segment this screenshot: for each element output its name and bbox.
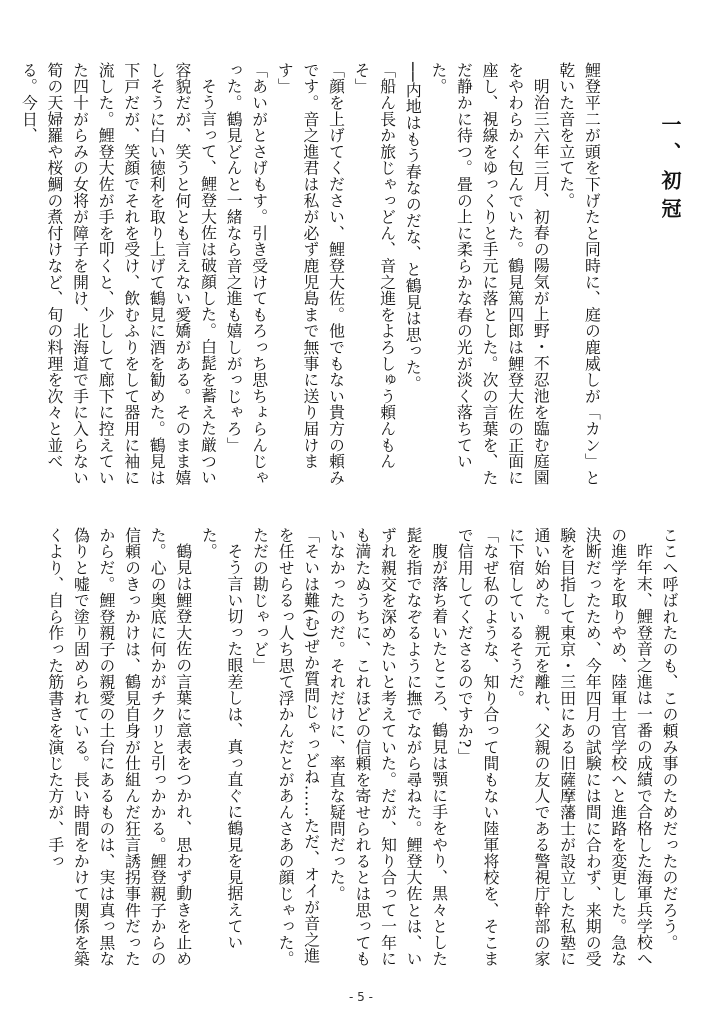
paragraph: そう言い切った眼差しは、真っ直ぐに鶴見を見据えていた。 (199, 527, 244, 951)
page-number: - 5 - (349, 990, 373, 1004)
dialogue-line: 「そいは難(む)ぜか質問じゃっどね……ただ、オイが音之進を任せらるっ人ち思て浮かんだとがあんさあの顔じゃった。ただの勘じゃっど」 (250, 527, 321, 968)
paragraph: ──内地はもう春なのだな、と鶴見は思った。 (403, 62, 423, 392)
paragraph: 昨年末、鯉登音之進は一番の成績で合格した海軍兵学校への進学を取りやめ、陸軍士官学校へと進路を変更した。急な決断だったため、今年四月の試験には間に合わず、来期の受験を目指して東京・三田にある旧薩摩藩士が設立した私塾に通い始めた。親元を離れ、父親の友人である警視庁幹部の家に下宿しているそうだ。 (506, 527, 654, 968)
dialogue-line: 「船ん長か旅じゃっどん、音之進をよろしゅう頼んもんそ」 (352, 62, 397, 470)
lower-text-block (42, 527, 682, 975)
paragraph: 腹が落ち着いたところ、鶴見は顎に手をやり、黒々とした髭を指でなぞるように撫でながら尋ねた。鯉登大佐とは、いずれ親交を深めたいと考えていた。だが、知り合って一年にも満たぬうちに、これほどの信頼を寄せられるとは思ってもいなかったのだ。それだけに、率直な疑問だった。 (327, 527, 449, 968)
dialogue-line: 「なぜ私のような、知り合って間もない陸軍将校を、そこまで信用してくださるのですか?」 (455, 527, 500, 968)
paragraph: 明治三六年三月、初春の陽気が上野・不忍池を臨む庭園をやわらかく包んでいた。鶴見篤四郎は鯉登大佐の正面に座し、視線をゆっくりと手元に落とした。次の言葉を、ただ静かに待つ。畳の上に柔らかな春の光が淡く落ちていた。 (428, 62, 551, 486)
paragraph: ここへ呼ばれたのも、この頼み事のためだったのだろう。 (660, 527, 679, 951)
paragraph: そう言って、鯉登大佐は破顔した。白髭を蓄えた厳つい容貌だが、笑うと何とも言えない愛嬌がある。そのまま嬉しそうに白い徳利を取り上げて鶴見に酒を勧めた。鶴見は下戸だが、笑顔でそれを受け、飲むふりをして器用に袖に流した。鯉登大佐が手を叩くと、少しして廊下に控えていた四十がらみの女将が障子を開け、北海道で手に入らない筍の天婦羅や桜鯛の煮付けなど、旬の料理を次々と並べる。今日、 (19, 62, 218, 486)
paragraph: 鯉登平二が頭を下げたと同時に、庭の鹿威しが「カン」と乾いた音を立てた。 (556, 62, 602, 486)
dialogue-line: 「あいがとさげもす。引き受けてもろっち思ちょらんじゃった。鶴見どんと一緒なら音之進も嬉しがっじゃろ」 (224, 62, 269, 486)
paragraph: 鶴見は鯉登大佐の言葉に意表をつかれ、思わず動きを止めた。心の奥底に何かがチクリと引っかかる。鯉登親子からの信頼のきっかけは、鶴見自身が仕組んだ狂言誘拐事件だったからだ。鯉登親子の親愛の土台にあるものは、実は真っ黒な偽りと嘘で塗り固められている。長い時間をかけて関係を築くより、自ら作った筋書きを演じた方が、手っ (45, 527, 193, 968)
dialogue-line: 「顔を上げてください、鯉登大佐。他でもない貴方の頼みです。音之進君は私が必ず鹿児島まで無事に送り届けます」 (275, 62, 346, 486)
chapter-title: 一、初冠 (658, 114, 682, 226)
upper-text-block (19, 62, 682, 492)
